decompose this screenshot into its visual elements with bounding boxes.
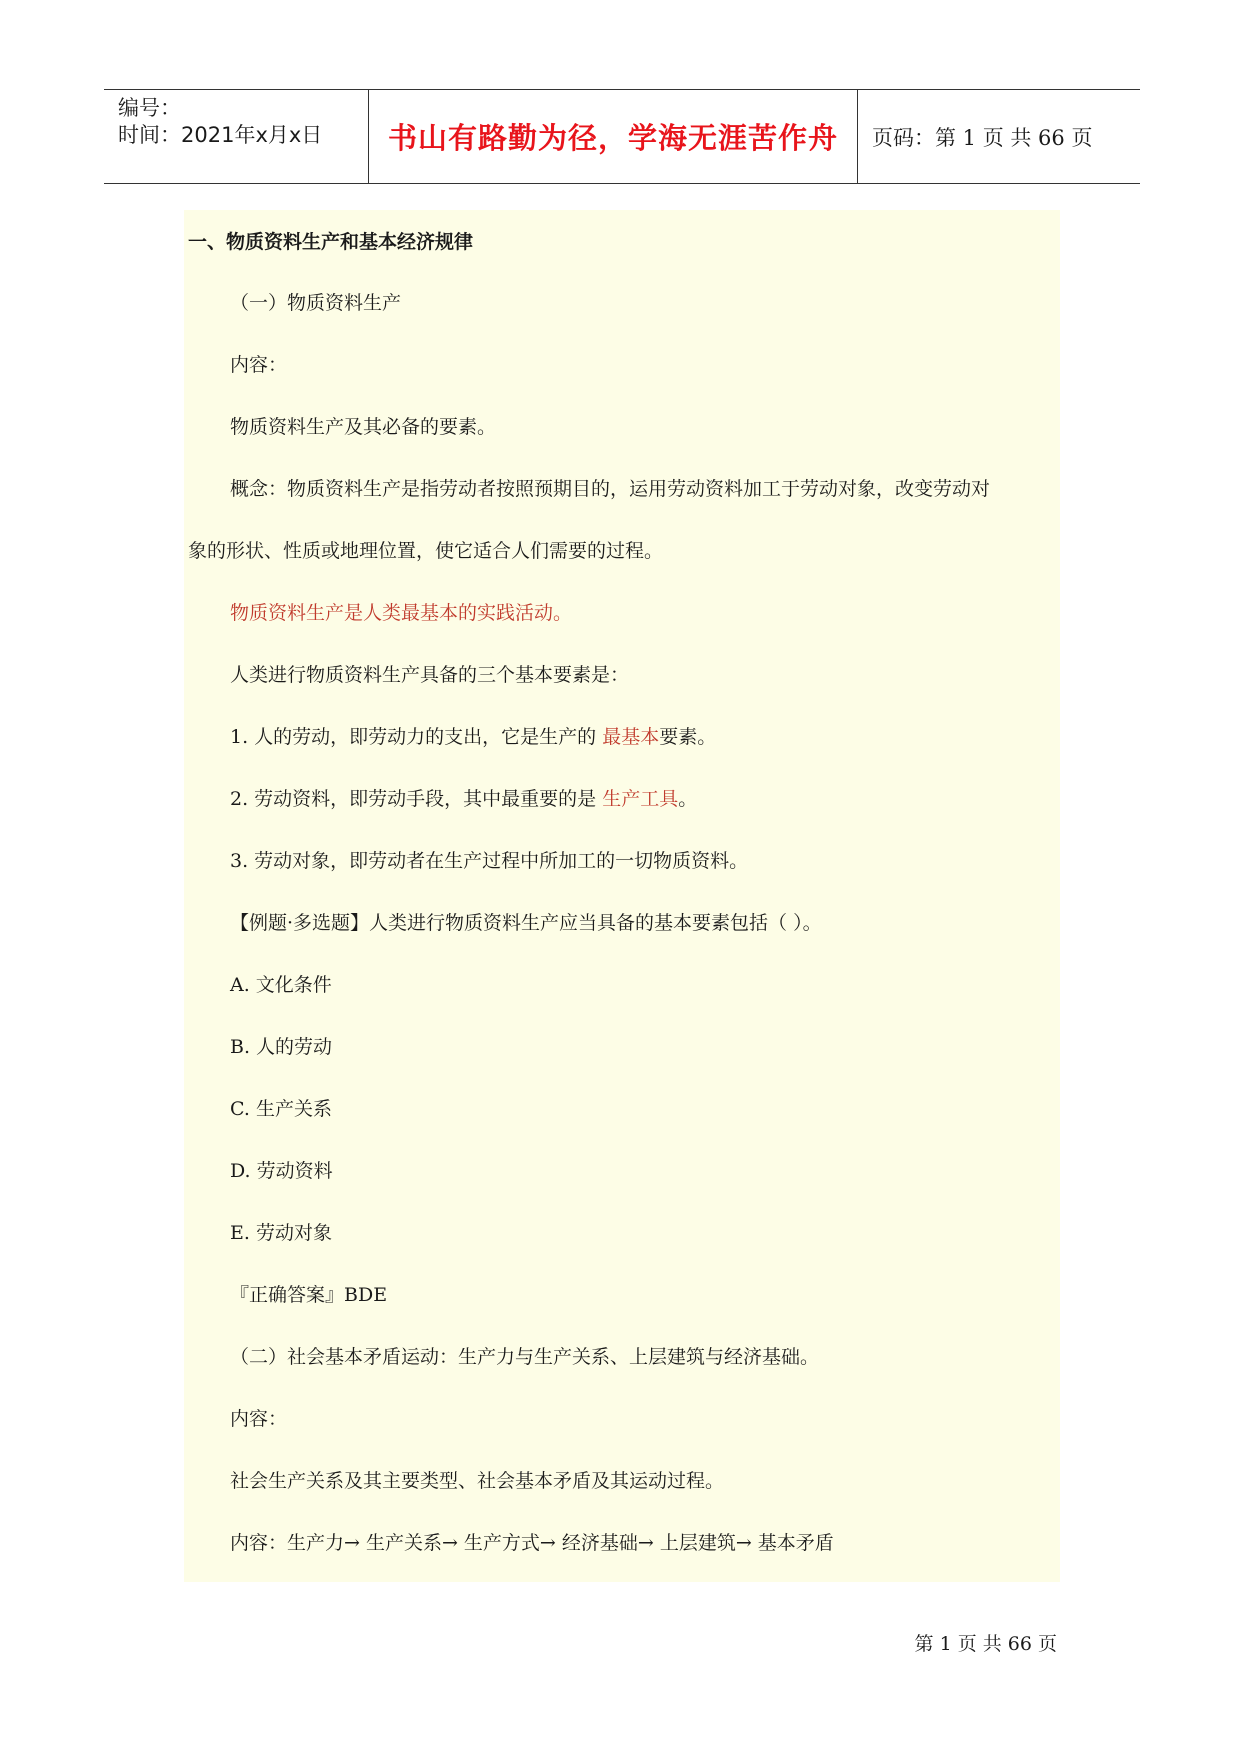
page-footer: 第 1 页 共 66 页 xyxy=(914,1633,1057,1655)
item-2-prefix: 2. 劳动资料，即劳动手段，其中最重要的是 xyxy=(230,788,603,810)
subheading-1: （一）物质资料生产 xyxy=(230,292,402,314)
item-1 xyxy=(230,725,716,749)
header-page-cell xyxy=(858,90,1140,183)
option-d: D. 劳动资料 xyxy=(230,1160,333,1182)
header-table xyxy=(104,89,1140,184)
item-1-suffix: 要素。 xyxy=(659,726,717,748)
item-3: 3. 劳动对象，即劳动者在生产过程中所加工的一切物质资料。 xyxy=(230,850,749,872)
time-label: 时间：2021年x月x日 xyxy=(118,123,323,147)
page-label: 页码：第 1 页 共 66 页 xyxy=(872,125,1093,150)
question: 【例题·多选题】人类进行物质资料生产应当具备的基本要素包括（ ）。 xyxy=(230,912,822,934)
item-2-suffix: 。 xyxy=(678,788,698,810)
chain-line: 内容：生产力→ 生产关系→ 生产方式→ 经济基础→ 上层建筑→ 基本矛盾 xyxy=(230,1532,834,1554)
header-motto-cell xyxy=(368,90,858,183)
item-2-highlight: 生产工具 xyxy=(602,788,679,810)
option-c: C. 生产关系 xyxy=(230,1098,332,1120)
subheading-2: （二）社会基本矛盾运动：生产力与生产关系、上层建筑与经济基础。 xyxy=(230,1346,820,1368)
header-meta xyxy=(104,90,368,183)
red-statement: 物质资料生产是人类最基本的实践活动。 xyxy=(230,602,573,624)
item-2 xyxy=(230,787,697,811)
paragraph-2: 社会生产关系及其主要类型、社会基本矛盾及其运动过程。 xyxy=(230,1470,725,1492)
item-1-prefix: 1. 人的劳动，即劳动力的支出，它是生产的 xyxy=(230,726,603,748)
motto: 书山有路勤为径，学海无涯苦作舟 xyxy=(387,121,838,155)
three-elements: 人类进行物质资料生产具备的三个基本要素是： xyxy=(230,664,630,686)
option-a: A. 文化条件 xyxy=(230,974,332,996)
paragraph-1: 物质资料生产及其必备的要素。 xyxy=(230,416,497,438)
option-b: B. 人的劳动 xyxy=(230,1036,333,1058)
concept-line-1: 概念：物质资料生产是指劳动者按照预期目的，运用劳动资料加工于劳动对象，改变劳动对 xyxy=(230,478,991,500)
concept-line-2: 象的形状、性质或地理位置，使它适合人们需要的过程。 xyxy=(188,540,664,562)
content-label-1: 内容： xyxy=(230,354,288,376)
number-label: 编号： xyxy=(118,96,181,120)
content-label-2: 内容： xyxy=(230,1408,288,1430)
item-1-highlight: 最基本 xyxy=(602,726,660,748)
section-heading: 一、物质资料生产和基本经济规律 xyxy=(188,231,474,253)
option-e: E. 劳动对象 xyxy=(230,1222,332,1244)
answer: 『正确答案』BDE xyxy=(230,1284,388,1306)
